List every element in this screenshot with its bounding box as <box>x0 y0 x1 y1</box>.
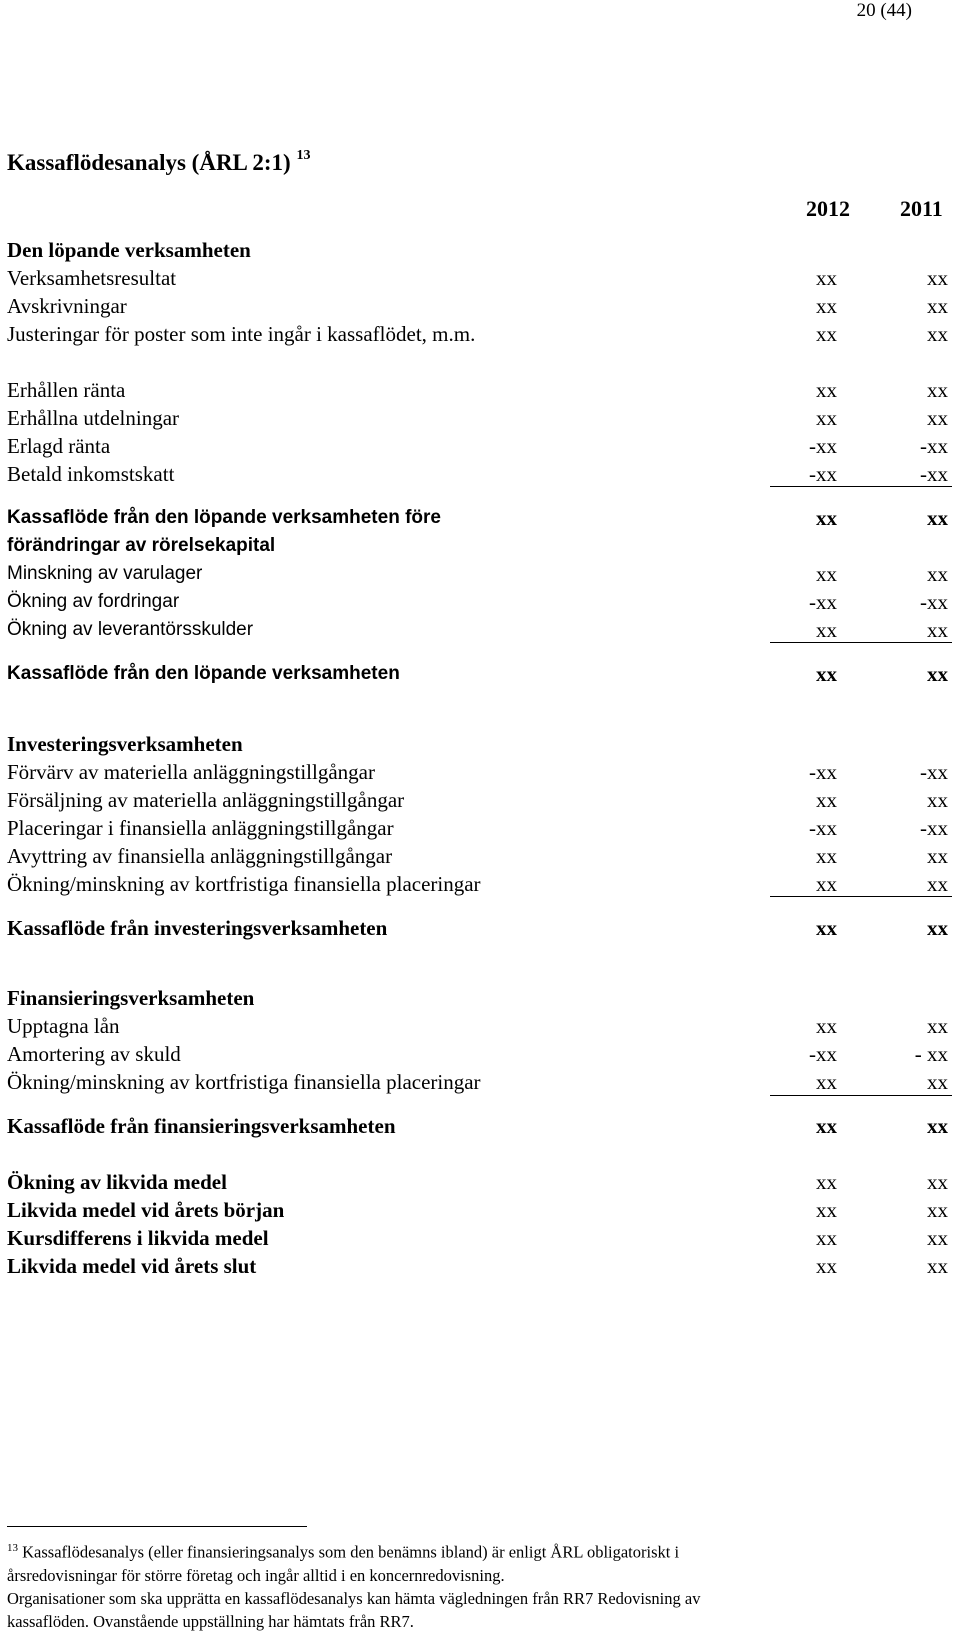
row-label: Likvida medel vid årets slut <box>7 1254 257 1278</box>
statement-row <box>0 1252 960 1280</box>
statement-row <box>0 504 960 532</box>
row-label: Investeringsverksamheten <box>7 732 243 756</box>
value-2012: xx <box>816 872 837 896</box>
row-label: Kassaflöde från finansieringsverksamheten <box>7 1114 396 1138</box>
value-2011: xx <box>927 1254 948 1278</box>
value-2011: xx <box>927 1014 948 1038</box>
value-2011: xx <box>927 562 948 586</box>
statement-row <box>0 1224 960 1252</box>
statement-row <box>0 914 960 942</box>
statement-row <box>0 814 960 842</box>
value-2012: xx <box>816 662 837 686</box>
value-2012: xx <box>816 618 837 642</box>
row-label: Finansieringsverksamheten <box>7 986 255 1010</box>
row-label: Ökning av fordringar <box>7 591 180 612</box>
value-2012: -xx <box>809 760 837 784</box>
value-2012: -xx <box>809 1042 837 1066</box>
value-2011: -xx <box>920 590 948 614</box>
statement-row <box>0 660 960 688</box>
footnote-line: $^{13}$ Kassaflödesanalys (eller finansieringsanalys som den benämns ibland) är enligt ÅRL obligatoriskt i <box>7 1542 680 1562</box>
statement-row <box>0 1012 960 1040</box>
statement-row <box>0 320 960 348</box>
value-2011: -xx <box>920 816 948 840</box>
footnote-reference: 13 <box>296 148 311 164</box>
subtotal-rule <box>770 1095 952 1096</box>
statement-row <box>0 376 960 404</box>
value-2011: xx <box>927 788 948 812</box>
row-label: förändringar av rörelsekapital <box>7 535 276 556</box>
value-2011: xx <box>927 1226 948 1250</box>
page-number: 20 (44) <box>856 0 912 21</box>
value-2011: xx <box>927 266 948 290</box>
statement-row <box>0 842 960 870</box>
row-label: Likvida medel vid årets början <box>7 1198 285 1222</box>
footnote-separator <box>7 1526 307 1527</box>
value-2011: xx <box>927 618 948 642</box>
value-2012: xx <box>816 294 837 318</box>
row-label: Försäljning av materiella anläggningstillgångar <box>7 788 405 812</box>
statement-row <box>0 1196 960 1224</box>
statement-row <box>0 758 960 786</box>
value-2012: xx <box>816 1170 837 1194</box>
row-label: Ökning av leverantörsskulder <box>7 619 254 640</box>
value-2011: xx <box>927 872 948 896</box>
value-2012: xx <box>816 406 837 430</box>
value-2012: xx <box>816 322 837 346</box>
footnote-line: kassaflöden. Ovanstående uppställning har hämtats från RR7. <box>7 1611 414 1631</box>
statement-row <box>0 560 960 588</box>
value-2012: xx <box>816 1226 837 1250</box>
row-label: Erlagd ränta <box>7 434 111 458</box>
row-label: Avyttring av finansiella anläggningstillgångar <box>7 844 393 868</box>
statement-row <box>0 588 960 616</box>
value-2011: xx <box>927 322 948 346</box>
row-label: Minskning av varulager <box>7 563 203 584</box>
value-2011: xx <box>927 406 948 430</box>
footnote-line: årsredovisningar för större företag och ingår alltid i en koncernredovisning. <box>7 1565 505 1585</box>
value-2012: -xx <box>809 590 837 614</box>
value-2011: xx <box>927 844 948 868</box>
statement-row <box>0 984 960 1012</box>
row-label: Erhållen ränta <box>7 378 126 402</box>
statement-row <box>0 1040 960 1068</box>
statement-row <box>0 730 960 758</box>
value-2011: -xx <box>920 434 948 458</box>
row-label: Kassaflöde från den löpande verksamheten <box>7 663 400 684</box>
value-2012: -xx <box>809 434 837 458</box>
statement-row <box>0 404 960 432</box>
footnote <box>7 1537 937 1633</box>
footnote-number: 13 <box>7 1542 18 1554</box>
value-2012: xx <box>816 1114 837 1138</box>
value-2012: xx <box>816 266 837 290</box>
year-2011: 2011 <box>900 196 943 221</box>
value-2011: xx <box>927 294 948 318</box>
row-label: Ökning av likvida medel <box>7 1170 227 1194</box>
row-label: Verksamhetsresultat <box>7 266 177 290</box>
value-2011: -xx <box>920 760 948 784</box>
value-2012: xx <box>816 788 837 812</box>
statement-row <box>0 1068 960 1096</box>
value-2011: xx <box>927 1070 948 1094</box>
subtotal-rule <box>770 642 952 643</box>
statement-row <box>0 1112 960 1140</box>
footnote-line: Organisationer som ska upprätta en kassaflödesanalys kan hämta vägledningen från RR7 Redovisning av <box>7 1588 701 1608</box>
value-2011: -xx <box>920 462 948 486</box>
statement-row <box>0 616 960 644</box>
row-label: Avskrivningar <box>7 294 127 318</box>
row-label: Den löpande verksamheten <box>7 238 251 262</box>
value-2012: xx <box>816 378 837 402</box>
value-2011: xx <box>927 378 948 402</box>
row-label: Förvärv av materiella anläggningstillgångar <box>7 760 375 784</box>
value-2011: xx <box>927 506 948 530</box>
row-label: Ökning/minskning av kortfristiga finansiella placeringar <box>7 1070 481 1094</box>
statement-row <box>0 432 960 460</box>
value-2011: - xx <box>914 1042 948 1066</box>
value-2012: xx <box>816 1198 837 1222</box>
statement-row <box>0 786 960 814</box>
row-label: Kassaflöde från den löpande verksamheten före <box>7 507 441 528</box>
year-2012: 2012 <box>806 196 850 221</box>
row-label: Amortering av skuld <box>7 1042 181 1066</box>
statement-row <box>0 1168 960 1196</box>
row-label: Kursdifferens i likvida medel <box>7 1226 269 1250</box>
statement-row <box>0 870 960 898</box>
value-2011: xx <box>927 1114 948 1138</box>
row-label: Justeringar för poster som inte ingår i kassaflödet, m.m. <box>7 322 476 346</box>
value-2012: xx <box>816 1254 837 1278</box>
row-label: Ökning/minskning av kortfristiga finansiella placeringar <box>7 872 481 896</box>
statement-row <box>0 236 960 264</box>
value-2012: -xx <box>809 462 837 486</box>
subtotal-rule <box>770 486 952 487</box>
statement-row <box>0 292 960 320</box>
title-text: Kassaflödesanalys (ÅRL 2:1) <box>7 150 291 175</box>
statement-row <box>0 532 960 560</box>
value-2012: xx <box>816 916 837 940</box>
value-2012: xx <box>816 1070 837 1094</box>
value-2011: xx <box>927 1198 948 1222</box>
value-2012: -xx <box>809 816 837 840</box>
value-2012: xx <box>816 562 837 586</box>
value-2011: xx <box>927 662 948 686</box>
row-label: Kassaflöde från investeringsverksamheten <box>7 916 388 940</box>
value-2012: xx <box>816 1014 837 1038</box>
row-label: Erhållna utdelningar <box>7 406 180 430</box>
subtotal-rule <box>770 896 952 897</box>
row-label: Placeringar i finansiella anläggningstillgångar <box>7 816 394 840</box>
value-2011: xx <box>927 916 948 940</box>
statement-row <box>0 264 960 292</box>
statement-row <box>0 460 960 488</box>
row-label: Betald inkomstskatt <box>7 462 175 486</box>
value-2012: xx <box>816 506 837 530</box>
row-label: Upptagna lån <box>7 1014 120 1038</box>
value-2011: xx <box>927 1170 948 1194</box>
value-2012: xx <box>816 844 837 868</box>
